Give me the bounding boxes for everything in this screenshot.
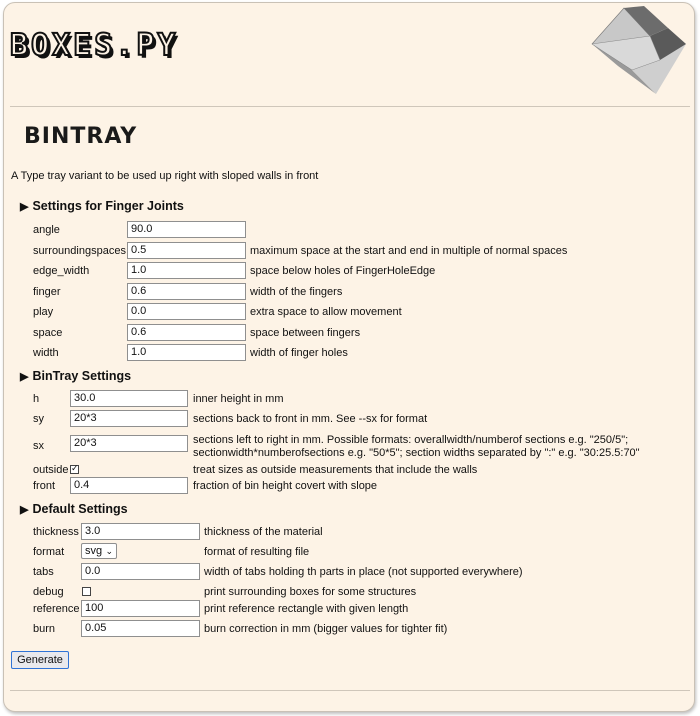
generate-button[interactable]: Generate: [11, 651, 69, 669]
reference-input[interactable]: 100: [81, 600, 200, 617]
header-divider: [10, 106, 690, 107]
setting-row-format: [0, 543, 700, 563]
thickness-input[interactable]: 3.0: [81, 523, 200, 540]
setting-label: h: [33, 393, 40, 405]
expand-triangle-icon: ▶: [20, 201, 29, 213]
section-finger-joints[interactable]: [20, 199, 184, 213]
sx-input[interactable]: 20*3: [70, 435, 188, 452]
setting-row-tabs: [0, 563, 700, 583]
setting-help: width of the fingers: [250, 285, 343, 298]
setting-help: burn correction in mm (bigger values for tighter fit): [204, 623, 448, 635]
boxes-py-logo[interactable]: BOXES.PY: [10, 28, 179, 63]
setting-label: angle: [33, 224, 60, 236]
setting-help: sections back to front in mm. See --sx for format: [193, 413, 428, 425]
setting-row-space: [0, 324, 700, 344]
page-description: A Type tray variant to be used up right with sloped walls in front: [11, 170, 319, 182]
setting-help: maximum space at the start and end in multiple of normal spaces: [250, 244, 568, 257]
setting-label: sx: [33, 440, 44, 452]
width-input[interactable]: 1.0: [127, 344, 246, 361]
expand-triangle-icon: ▶: [20, 504, 29, 516]
section-bintray[interactable]: [20, 369, 131, 383]
setting-row-reference: [0, 600, 700, 620]
edge-width-input[interactable]: 1.0: [127, 262, 246, 279]
tabs-input[interactable]: 0.0: [81, 563, 200, 580]
sy-input[interactable]: 20*3: [70, 410, 188, 427]
setting-help: sectionwidth*numberofsections e.g. "50*5"; section widths separated by ":" e.g. "30:25.5:70": [193, 447, 640, 459]
setting-help: sections left to right in mm. Possible formats: overallwidth/numberof sections e.g. "250/5";: [193, 434, 629, 446]
setting-label: thickness: [33, 526, 79, 538]
setting-label: edge_width: [33, 265, 90, 277]
debug-checkbox[interactable]: [82, 587, 91, 596]
space-input[interactable]: 0.6: [127, 324, 246, 341]
surroundingspaces-input[interactable]: 0.5: [127, 242, 246, 259]
angle-input[interactable]: 90.0: [127, 221, 246, 238]
setting-label: surroundingspaces: [33, 244, 126, 257]
setting-row-burn: [0, 620, 700, 640]
setting-row-sy: [0, 410, 700, 430]
setting-help: print reference rectangle with given length: [204, 603, 409, 615]
expand-triangle-icon: ▶: [20, 371, 29, 383]
setting-row-front: [0, 477, 700, 497]
setting-row-finger: [0, 283, 700, 303]
section-title: Default Settings: [32, 502, 128, 516]
setting-help: fraction of bin height covert with slope: [193, 480, 378, 492]
setting-help: extra space to allow movement: [250, 306, 402, 318]
finger-input[interactable]: 0.6: [127, 283, 246, 300]
setting-label: debug: [33, 586, 64, 598]
setting-help: treat sizes as outside measurements that include the walls: [193, 464, 478, 476]
setting-label: burn: [33, 623, 56, 635]
setting-help: format of resulting file: [204, 546, 310, 558]
footer-divider: [10, 690, 690, 691]
setting-help: inner height in mm: [193, 393, 284, 405]
play-input[interactable]: 0.0: [127, 303, 246, 320]
setting-label: width: [33, 347, 59, 359]
chevron-down-icon: ⌄: [105, 546, 113, 556]
burn-input[interactable]: 0.05: [81, 620, 200, 637]
setting-label: format: [33, 546, 65, 558]
setting-row-edge_width: [0, 262, 700, 282]
setting-row-surroundingspaces: [0, 242, 700, 262]
outside-checkbox[interactable]: [70, 465, 79, 474]
page-title: BINTRAY: [24, 124, 138, 149]
setting-label: space: [33, 326, 63, 339]
setting-label: finger: [33, 285, 61, 298]
setting-row-angle: [0, 221, 700, 241]
setting-help: space below holes of FingerHoleEdge: [250, 265, 436, 277]
setting-label: tabs: [33, 566, 54, 578]
format-select[interactable]: [81, 543, 117, 559]
setting-help: width of finger holes: [250, 347, 348, 359]
section-title: Settings for Finger Joints: [32, 199, 184, 213]
setting-row-h: [0, 390, 700, 410]
setting-row-sx: [0, 434, 700, 460]
section-title: BinTray Settings: [32, 369, 132, 383]
front-input[interactable]: 0.4: [70, 477, 188, 494]
setting-row-width: [0, 344, 700, 364]
setting-help: width of tabs holding th parts in place (not supported everywhere): [204, 566, 523, 578]
setting-label: outside: [33, 464, 69, 476]
setting-help: print surrounding boxes for some structures: [204, 586, 417, 598]
setting-row-thickness: [0, 523, 700, 543]
section-default-settings[interactable]: [20, 502, 128, 516]
format-selected-value: svg: [85, 545, 103, 557]
box-cube-icon: [588, 4, 692, 96]
h-input[interactable]: 30.0: [70, 390, 188, 407]
setting-row-play: [0, 303, 700, 323]
setting-label: reference: [33, 603, 80, 615]
setting-label: front: [33, 480, 56, 492]
setting-label: sy: [33, 413, 44, 425]
setting-help: thickness of the material: [204, 526, 323, 538]
setting-help: space between fingers: [250, 326, 361, 339]
setting-label: play: [33, 306, 54, 318]
